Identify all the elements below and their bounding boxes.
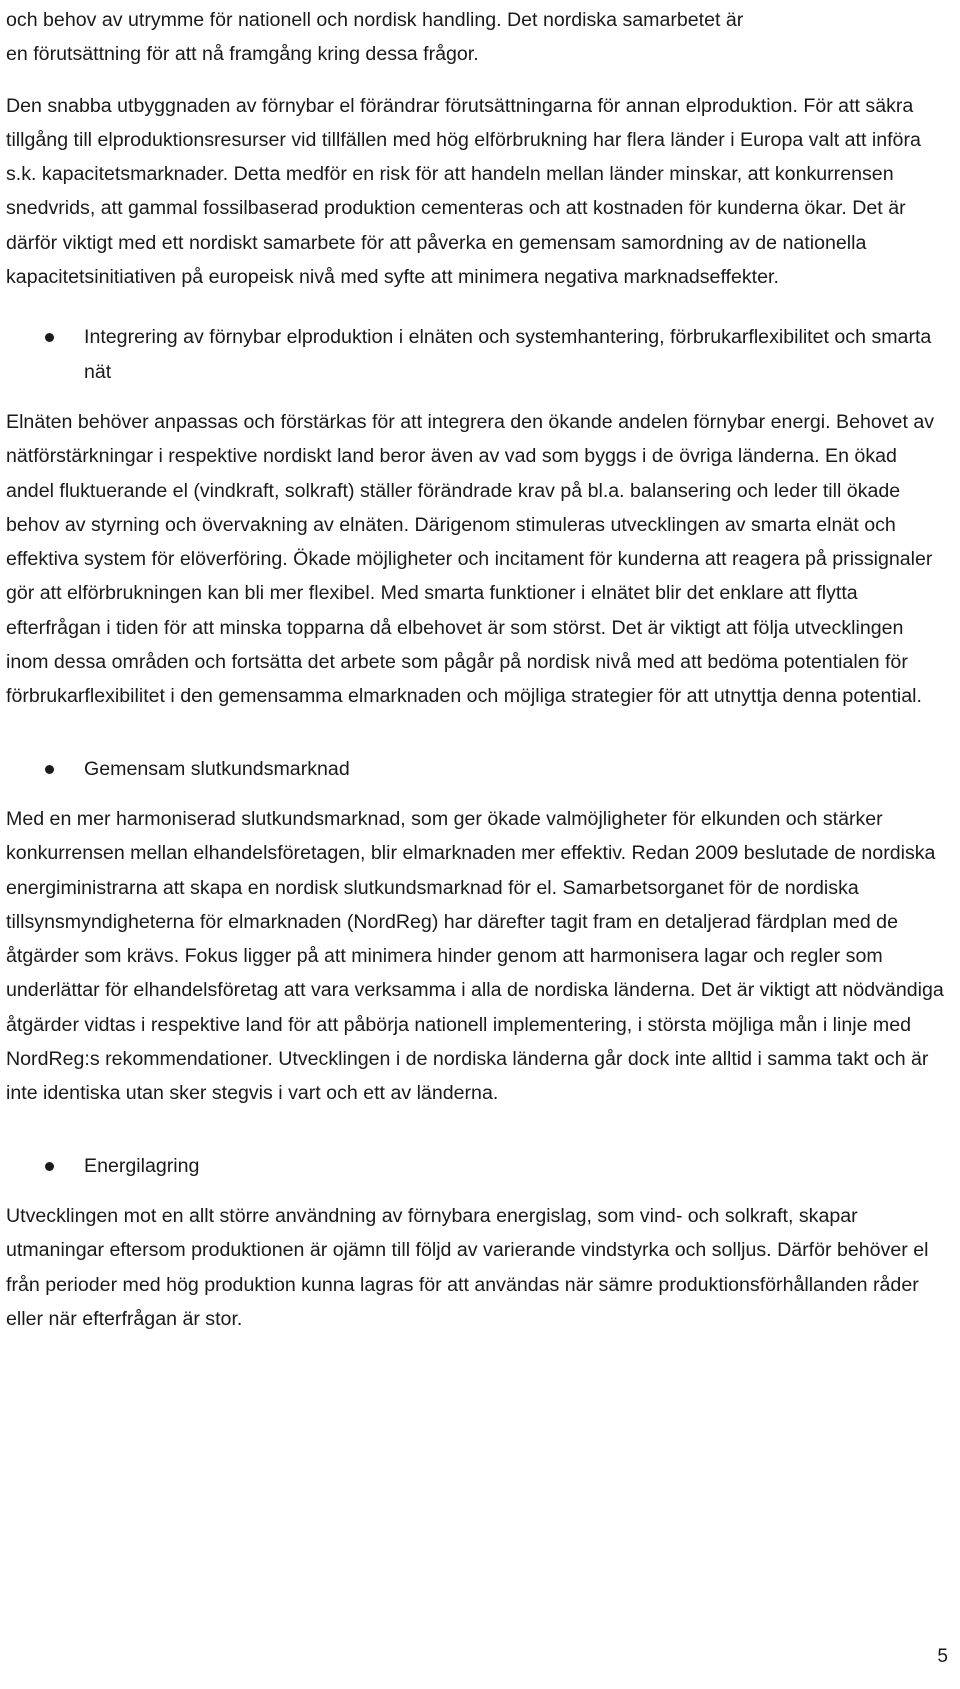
- intro-line-1: och behov av utrymme för nationell och nordisk handling. Det nordiska samarbetet är: [6, 9, 744, 31]
- bullet-heading: Integrering av förnybar elproduktion i elnäten och systemhantering, förbrukarflexibilitet och smarta nät: [84, 326, 932, 383]
- intro-paragraph: [6, 3, 950, 72]
- document-page: [6, 0, 950, 1336]
- bullet-energy-storage: [6, 1149, 950, 1183]
- bullet-dot-icon: [6, 320, 84, 354]
- intro-line-2: en förutsättning för att nå framgång kring dessa frågor.: [6, 43, 479, 66]
- bullet-retail-market: [6, 752, 950, 786]
- bullet-heading: Gemensam slutkundsmarknad: [84, 757, 350, 780]
- bullet-dot-icon: [6, 1149, 84, 1183]
- bullet-heading: Energilagring: [84, 1154, 200, 1177]
- bullet-dot-icon: [6, 752, 84, 786]
- bullet-grid-integration: [6, 320, 950, 389]
- grid-paragraph: Elnäten behöver anpassas och förstärkas för att integrera den ökande andelen förnybar energi. Behovet av nätförstärkningar i respektive nordiskt land beror även av vad som byggs i de övriga länderna. En ökad andel fluktuerande el (vindkraft, solkraft) ställer förändrade krav på bl.a. balansering och leder till ökade behov av styrning och övervakning av elnäten. Därigenom stimuleras utvecklingen av smarta elnät och effektiva system för elöverföring. Ökade möjligheter och incitament för kunderna att reagera på prissignaler gör att elförbrukningen kan bli mer flexibel. Med smarta funktioner i elnätet blir det enklare att flytta efterfrågan i tiden för att minska topparna då elbehovet är som störst. Det är viktigt att följa utvecklingen inom dessa områden och fortsätta det arbete som pågår på nordisk nivå med att bedöma potentialen för förbrukarflexibilitet i den gemensamma elmarknaden och möjliga strategier för att utnyttja denna potential.: [6, 410, 935, 708]
- page-number: 5: [937, 1646, 948, 1667]
- capacity-paragraph: Den snabba utbyggnaden av förnybar el förändrar förutsättningarna för annan elproduktion. För att säkra tillgång till elproduktionsresurser vid tillfällen med hög elförbrukning har flera länder i Europa valt att införa s.k. kapacitetsmarknader. Detta medför en risk för att handeln mellan länder minskar, att konkurrensen snedvrids, att gammal fossilbaserad produktion cementeras och att kostnaden för kunderna ökar. Det är därför viktigt med ett nordiskt samarbete för att påverka en gemensam samordning av de nationella kapacitetsinitiativen på europeisk nivå med syfte att minimera negativa marknadseffekter.: [6, 94, 921, 289]
- storage-paragraph: Utvecklingen mot en allt större användning av förnybara energislag, som vind- och solkraft, skapar utmaningar eftersom produktionen är ojämn till följd av varierande vindstyrka och solljus. Därför behöver el från perioder med hög produktion kunna lagras för att användas när sämre produktionsförhållanden råder eller när efterfrågan är stor.: [6, 1204, 929, 1330]
- market-paragraph: Med en mer harmoniserad slutkundsmarknad, som ger ökade valmöjligheter för elkunden och stärker konkurrensen mellan elhandelsföretagen, blir elmarknaden mer effektiv. Redan 2009 beslutade de nordiska energiministrarna att skapa en nordisk slutkundsmarknad för el. Samarbetsorganet för de nordiska tillsynsmyndigheterna för elmarknaden (NordReg) har därefter tagit fram en detaljerad färdplan med de åtgärder som krävs. Fokus ligger på att minimera hinder genom att harmonisera lagar och regler som underlättar för elhandelsföretag att vara verksamma i alla de nordiska länderna. Det är viktigt att nödvändiga åtgärder vidtas i respektive land för att påbörja nationell implementering, i största möjliga mån i linje med NordReg:s rekommendationer. Utvecklingen i de nordiska länderna går dock inte alltid i samma takt och är inte identiska utan sker stegvis i vart och ett av länderna.: [6, 807, 944, 1105]
